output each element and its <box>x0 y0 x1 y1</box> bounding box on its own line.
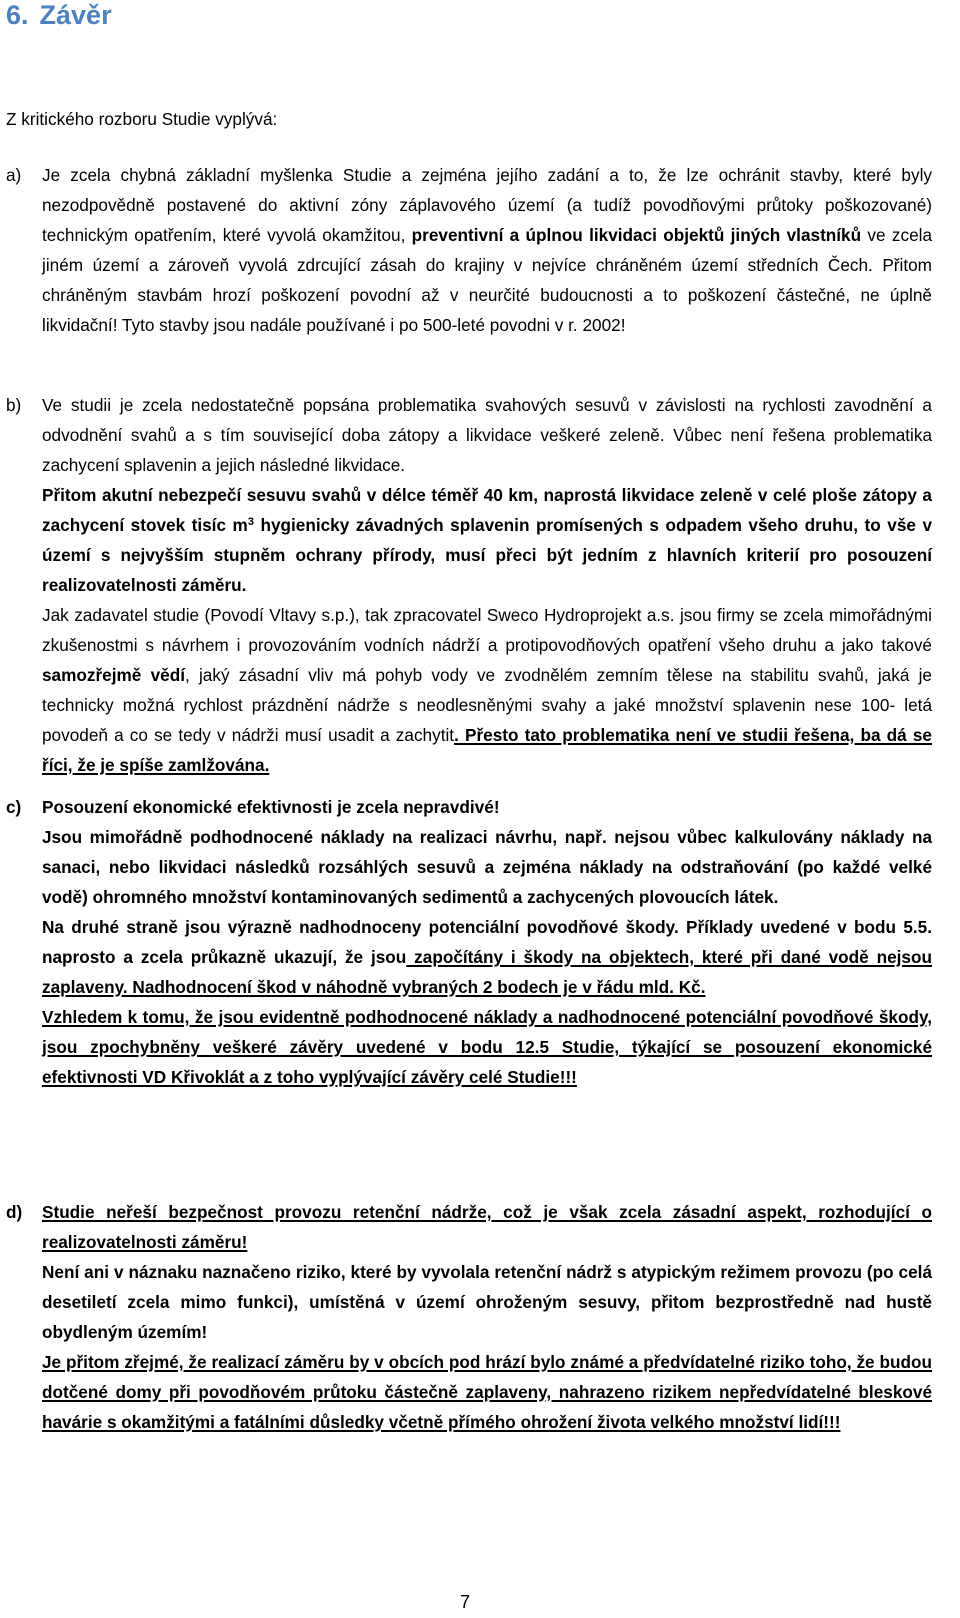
conclusion-item-b <box>6 390 932 780</box>
item-marker: a) <box>6 165 22 185</box>
paragraph: Není ani v náznaku naznačeno riziko, které by vyvolala retenční nádrž s atypickým režimem provozu (po celá desetiletí zcela mimo funkci), umístěná v území ohroženým sesuvy, přitom bezprostředně nad hustě obydleným územím! <box>42 1262 932 1342</box>
bold-paragraph <box>42 480 932 600</box>
bold-text-run: preventivní a úplnou likvidaci objektů jiných vlastníků <box>411 225 862 245</box>
section-number: 6. <box>6 0 29 30</box>
underlined-paragraph: Studie neřeší bezpečnost provozu retenční nádrže, což je však zcela zásadní aspekt, rozhodující o realizovatelnosti záměru! <box>42 1202 932 1252</box>
item-body <box>42 390 932 780</box>
item-marker: b) <box>6 395 22 415</box>
conclusion-item-d <box>6 1197 932 1437</box>
paragraph: Ve studii je zcela nedostatečně popsána problematika svahových sesuvů v závislosti na rychlosti zavodnění a odvodnění svahů a s tím související doba zátopy a likvidace veškeré zeleně. Vůbec není řešena problematika zachycení splavenin a jejich následné likvidace. <box>42 395 932 475</box>
text-run: hygienicky závadných splavenin promísených s odpadem všeho druhu, to vše v území s nejvyšším stupněm ochrany přírody, musí přeci být jedním z hlavních kriterií pro posouzení realizovatelnosti záměru. <box>42 515 933 595</box>
page-number: 7 <box>459 1592 470 1612</box>
paragraph: Jsou mimořádně podhodnocené náklady na realizaci návrhu, např. nejsou vůbec kalkulovány náklady na sanaci, nebo likvidaci následků rozsáhlých sesuvů a zejména náklady na odstraňování (po každé velké vodě) ohromného množství kontaminovaných sedimentů a zachycených plovoucích látek. <box>42 827 932 907</box>
paragraph: Posouzení ekonomické efektivnosti je zcela nepravdivé! <box>42 797 500 817</box>
text-run: , jaký zásadní vliv má pohyb vody ve zvodnělém zemním tělese na stabilitu svahů, jaká je technicky možná rychlost prázdnění nádrže s neodlesněnými svahy a jaké množství splavenin nese 100- letá povodeň a co se tedy v nádrži musí usadit a zachytit <box>42 665 932 745</box>
underlined-paragraph: Je přitom zřejmé, že realizací záměru by v obcích pod hrází bylo známé a předvídatelné riziko toho, že budou dotčené domy při povodňovém průtoku částečně zaplaveny, nahrazeno rizikem nepředvídatelné bleskové havárie s okamžitými a fatálními důsledky včetně přímého ohrožení života velkého množství lidí!!! <box>42 1352 932 1432</box>
bold-underlined-text-run: . Přesto tato problematika není ve studii řešena, ba dá se říci, že je spíše zamlžována. <box>42 725 932 775</box>
text-run: Na druhé straně jsou výrazně nadhodnoceny potenciální povodňové škody. Příklady uvedené v bodu 5.5. naprosto a zcela průkazně ukazují, že jsou <box>42 917 932 967</box>
conclusion-item-a <box>6 160 932 340</box>
paragraph <box>42 912 932 1002</box>
section-heading <box>6 0 112 30</box>
item-marker: d) <box>6 1202 23 1222</box>
item-body <box>42 792 932 1092</box>
item-marker: c) <box>6 797 22 817</box>
underlined-text-run: započítány i škody na objektech, které při dané vodě nejsou zaplaveny. Nadhodnocení škod v náhodně vybraných 2 bodech je v řádu mld. Kč. <box>42 947 932 997</box>
section-title: Závěr <box>39 0 112 30</box>
superscript: 3 <box>247 516 254 528</box>
underlined-paragraph: Vzhledem k tomu, že jsou evidentně podhodnocené náklady a nadhodnocené potenciální povodňové škody, jsou zpochybněny veškeré závěry uvedené v bodu 12.5 Studie, týkající se posouzení ekonomické efektivnosti VD Křivoklát a z toho vyplývající závěry celé Studie!!! <box>42 1007 932 1087</box>
item-body <box>42 1197 932 1437</box>
paragraph <box>42 600 932 780</box>
paragraph <box>42 160 932 340</box>
bold-text-run: samozřejmě vědí <box>42 665 185 685</box>
conclusion-item-c <box>6 792 932 1092</box>
text-run: Přitom akutní nebezpečí sesuvu svahů v délce téměř 40 km, naprostá likvidace zeleně v celé ploše zátopy a zachycení stovek tisíc m <box>42 485 932 535</box>
text-run: Jak zadavatel studie (Povodí Vltavy s.p.), tak zpracovatel Sweco Hydroprojekt a.s. jsou firmy se zcela mimořádnými zkušenostmi s návrhem i provozováním vodních nádrží a protipovodňových opatření všeho druhu a jako takové <box>42 605 932 655</box>
item-body <box>42 160 932 340</box>
text-run: Je zcela chybná základní myšlenka Studie a zejména jejího zadání a to, že lze ochránit stavby, které byly nezodpovědně postavené do aktivní zóny záplavového území (a tudíž povodňovými průtoky poškozované) technickým opatřením, které vyvolá okamžitou, <box>42 165 932 245</box>
text-run: ve zcela jiném území a zároveň vyvolá zdrcující zásah do krajiny v nejvíce chráněném území středních Čech. Přitom chráněným stavbám hrozí poškození povodní až v neurčité budoucnosti a to poškození částečné, ne úplně likvidační! Tyto stavby jsou nadále používané i po 500-leté povodni v r. 2002! <box>42 225 933 335</box>
intro-text: Z kritického rozboru Studie vyplývá: <box>6 109 278 129</box>
